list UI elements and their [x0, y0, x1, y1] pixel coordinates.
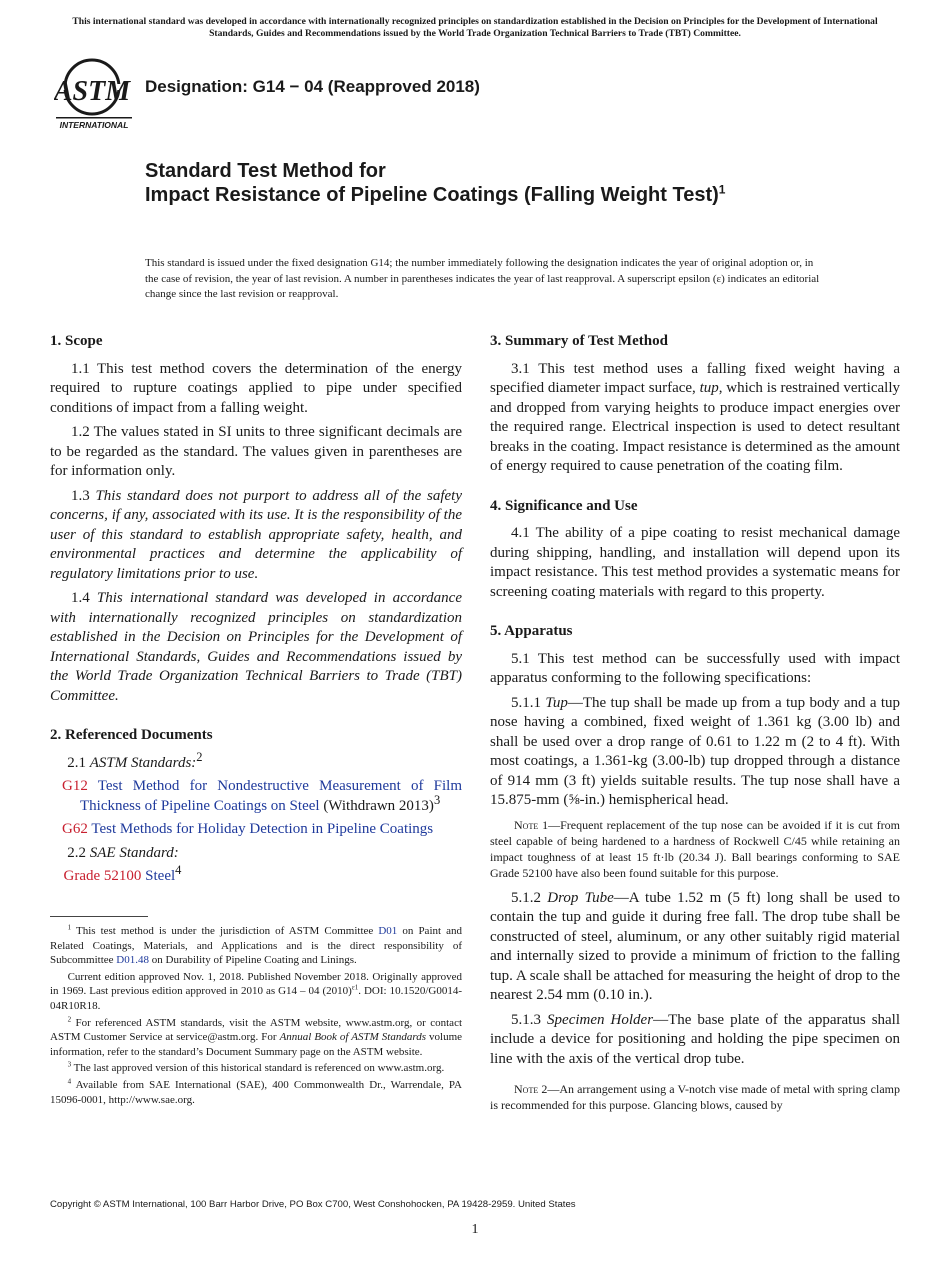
- logo-letters: ASTM: [54, 76, 131, 107]
- refdocs-2-2: [50, 844, 462, 864]
- note-1-text: —Frequent replacement of the tup nose can be avoided if it is cut from steel capable of being hardened to a hardness of Rockwell C/45 while retaining an impact toughness of at least 15 ft·lb (20.34 J). Ball bearings conforming to SAE Grade 52100 have also been found suitable for this purpose.: [490, 817, 901, 880]
- ref-g12-title[interactable]: Test Method for Nondestructive Measurement of Film Thickness of Pipeline Coatings on Steel: [80, 778, 463, 814]
- summary-3-1-tup: tup: [699, 380, 719, 396]
- ref-g12-sup: 3: [433, 792, 441, 807]
- left-column: [50, 332, 462, 891]
- footnote-1-edition-text: Current edition approved Nov. 1, 2018. Published November 2018. Originally approved in 1969. Last previous edition approved in 2010 as G14 – 04 (2010): [50, 970, 462, 998]
- summary-heading: 3. Summary of Test Method: [490, 333, 668, 349]
- apparatus-5-1-2-number: 5.1.2: [511, 889, 541, 906]
- significance-4-1: 4.1 The ability of a pipe coating to resist mechanical damage during shipping, handling, and installation will depend upon its impact resistance. This test method provides a systematic means for screening coating materials with regard to this property.: [490, 525, 900, 600]
- refdocs-2-1-number: 2.1: [67, 754, 86, 771]
- footnote-1-text-b: on Paint and Related Coatings, Materials, and Applications and is the direct responsibility of Subcommittee: [50, 925, 462, 967]
- note-2-text: —An arrangement using a V-notch vise made of metal with spring clamp is recommended for this purpose. Glancing blows, caused by: [490, 1082, 901, 1112]
- note-1-label: Note 1: [514, 817, 549, 832]
- refdocs-heading: 2. Referenced Documents: [50, 727, 213, 743]
- note-1: [490, 817, 900, 881]
- footnote-2-mark: 2: [67, 1014, 72, 1023]
- ref-g62-title[interactable]: Test Methods for Holiday Detection in Pipeline Coatings: [91, 821, 434, 837]
- apparatus-5-1-1: [490, 694, 900, 811]
- apparatus-5-1-2: [490, 889, 900, 1006]
- logo-subtitle: INTERNATIONAL: [59, 120, 129, 130]
- ref-g62[interactable]: [50, 820, 462, 840]
- note-2-label: Note 2: [514, 1082, 548, 1096]
- apparatus-5-1-3-number: 5.1.3: [511, 1011, 541, 1028]
- footnote-4: [50, 1078, 462, 1107]
- footnote-1-link-d01[interactable]: D01: [378, 925, 398, 937]
- astm-logo-icon: [54, 57, 134, 133]
- scope-heading: 1. Scope: [50, 333, 103, 349]
- scope-1-4: [50, 589, 462, 706]
- footnote-1-edition-sup: ε1: [351, 983, 359, 992]
- page-number: 1: [471, 1222, 479, 1237]
- title-line-2: Impact Resistance of Pipeline Coatings (Falling Weight Test): [145, 183, 719, 206]
- summary-3-1-text-b: , which is restrained vertically and dropped from varying heights to produce impact energies over the required range. Electrical inspection is used to detect resultant breaks in the coating. Impact resistance is determined as the amount of energy required to cause penetration of the coating film.: [490, 380, 901, 474]
- apparatus-5-1-3-text: —The base plate of the apparatus shall include a device for positioning and holding the pipe specimen on line with the axis of the vertical drop tube.: [490, 1011, 901, 1067]
- footnotes: [50, 924, 462, 1109]
- ref-sae-code[interactable]: Grade 52100: [63, 868, 142, 884]
- apparatus-5-1-3-term: Specimen Holder: [547, 1011, 654, 1028]
- apparatus-5-1-1-number: 5.1.1: [511, 694, 541, 711]
- footnote-3-mark: 3: [67, 1060, 72, 1069]
- summary-3-1: [490, 360, 900, 477]
- apparatus-5-1-3: [490, 1011, 900, 1070]
- footnote-1-link-d0148[interactable]: D01.48: [116, 954, 149, 967]
- apparatus-5-1-2-text: —A tube 1.52 m (5 ft) long shall be used to contain the tup and guide it during free fall. The drop tube shall be constructed of steel, aluminum, or any other suitably rigid material and internally sized to provide a minimum of friction to the falling tup. A scale shall be attached for measuring the height of drop to the nearest 2.54 mm (0.10 in.).: [490, 889, 901, 1003]
- footnote-3-text: The last approved version of this historical standard is referenced on www.astm.org.: [73, 1062, 445, 1075]
- footnote-rule: [50, 916, 148, 917]
- ref-g12-code[interactable]: G12: [62, 778, 88, 794]
- apparatus-5-1-1-text: —The tup shall be made up from a tup body and a tup nose having a combined, fixed weight of 1.361 kg (3.00 lb) and shall be used over a drop range of 0.61 to 1.22 m (2 to 4 ft). With most coatings, a 1.361-kg (3.00-lb) tup dropped through a distance of 914 mm (3 ft) yields suitable results. The tup nose shall have a 15.875-mm (⅝-in.) hemispherical head.: [490, 694, 900, 808]
- ref-g12-note: (Withdrawn 2013): [323, 797, 434, 814]
- scope-1-1: 1.1 This test method covers the determination of the energy required to rupture coatings applied to pipe under specified conditions of impact from a falling weight.: [50, 360, 462, 416]
- apparatus-heading: 5. Apparatus: [490, 623, 573, 639]
- title-footnote-mark: 1: [718, 181, 726, 196]
- scope-1-3: [50, 487, 462, 585]
- footnote-1-text-a: This test method is under the jurisdiction of ASTM Committee: [75, 925, 374, 937]
- copyright: Copyright © ASTM International, 100 Barr Harbor Drive, PO Box C700, West Conshohocken, PA 19428-2959. United States: [50, 1199, 576, 1210]
- apparatus-5-1-1-term: Tup: [545, 694, 568, 711]
- footnote-1-doi: . DOI: 10.1520/G0014-04R10R18.: [50, 985, 462, 1012]
- ref-sae-sup: 4: [175, 863, 182, 877]
- ref-sae[interactable]: [50, 863, 462, 887]
- top-notice: This international standard was developed in accordance with internationally recognized principles on standardization established in the Decision on Principles for the Development of International Standards, Guides and Recommendations issued by the World Trade Organization Technical Barriers to Trade (TBT) Committee.: [72, 16, 878, 39]
- scope-1-3-text: This standard does not purport to address all of the safety concerns, if any, associated with its use. It is the responsibility of the user of this standard to establish appropriate safety, health, and environmental practices and determine the applicability of regulatory limitations prior to use.: [50, 487, 463, 582]
- footnote-2-italic: Annual Book of ASTM Standards: [279, 1031, 427, 1044]
- apparatus-5-1: 5.1 This test method can be successfully used with impact apparatus conforming to the following specifications:: [490, 650, 900, 686]
- note-2: [490, 1081, 900, 1113]
- issuance-statement: This standard is issued under the fixed designation G14; the number immediately following the designation indicates the year of original adoption or, in the case of revision, the year of last revision. A number in parentheses indicates the year of last reapproval. A superscript epsilon (ε) indicates an editorial change since the last revision or reapproval.: [145, 257, 820, 301]
- refdocs-2-2-number: 2.2: [67, 844, 86, 861]
- significance-heading: 4. Significance and Use: [490, 497, 638, 514]
- designation: Designation: G14 − 04 (Reapproved 2018): [145, 77, 480, 96]
- summary-3-1-text-a: 3.1 This test method uses a falling fixed weight having a specified diameter impact surface,: [490, 360, 900, 396]
- ref-sae-title[interactable]: Steel: [145, 868, 176, 884]
- astm-logo: [54, 57, 134, 133]
- footnote-3: [50, 1061, 462, 1076]
- footnote-1-text-c: on Durability of Pipeline Coating and Linings.: [151, 954, 357, 967]
- ref-g62-code[interactable]: G62: [62, 821, 88, 837]
- footnote-2-text-a: For referenced ASTM standards, visit the ASTM website, www.astm.org, or contact ASTM Customer Service at service@astm.org. For: [50, 1016, 463, 1044]
- refdocs-2-1-sup: 2: [196, 749, 203, 764]
- footnote-2-text-b: volume information, refer to the standard’s Document Summary page on the ASTM website.: [50, 1031, 463, 1058]
- footnote-4-text: Available from SAE International (SAE), 400 Commonwealth Dr., Warrendale, PA 15096-0001, http://www.sae.org.: [50, 1078, 462, 1106]
- refdocs-2-1: [50, 749, 462, 774]
- scope-1-4-number: 1.4: [71, 590, 90, 606]
- footnote-2: [50, 1016, 462, 1060]
- scope-1-3-number: 1.3: [71, 487, 90, 504]
- footnote-4-mark: 4: [67, 1077, 72, 1086]
- scope-1-4-text: This international standard was developed in accordance with internationally recognized principles on standardization established in the Decision on Principles for the Development of International Standards, Guides and Recommendations issued by the World Trade Organization Technical Barriers to Trade (TBT) Committee.: [50, 590, 463, 704]
- footnote-1-edition: [50, 970, 462, 1014]
- refdocs-2-1-label: ASTM Standards:: [89, 754, 197, 771]
- scope-1-2: 1.2 The values stated in SI units to three significant decimals are to be regarded as the standard. The values given in parentheses are for information only.: [50, 424, 462, 479]
- ref-g12[interactable]: [50, 777, 462, 816]
- refdocs-2-2-label: SAE Standard:: [89, 844, 179, 861]
- footnote-1: [50, 924, 462, 968]
- footnote-1-mark: 1: [67, 923, 72, 932]
- title-line-1: Standard Test Method for: [145, 160, 386, 182]
- document-title: [145, 160, 785, 207]
- right-column: [490, 332, 900, 1121]
- apparatus-5-1-2-term: Drop Tube: [547, 889, 614, 906]
